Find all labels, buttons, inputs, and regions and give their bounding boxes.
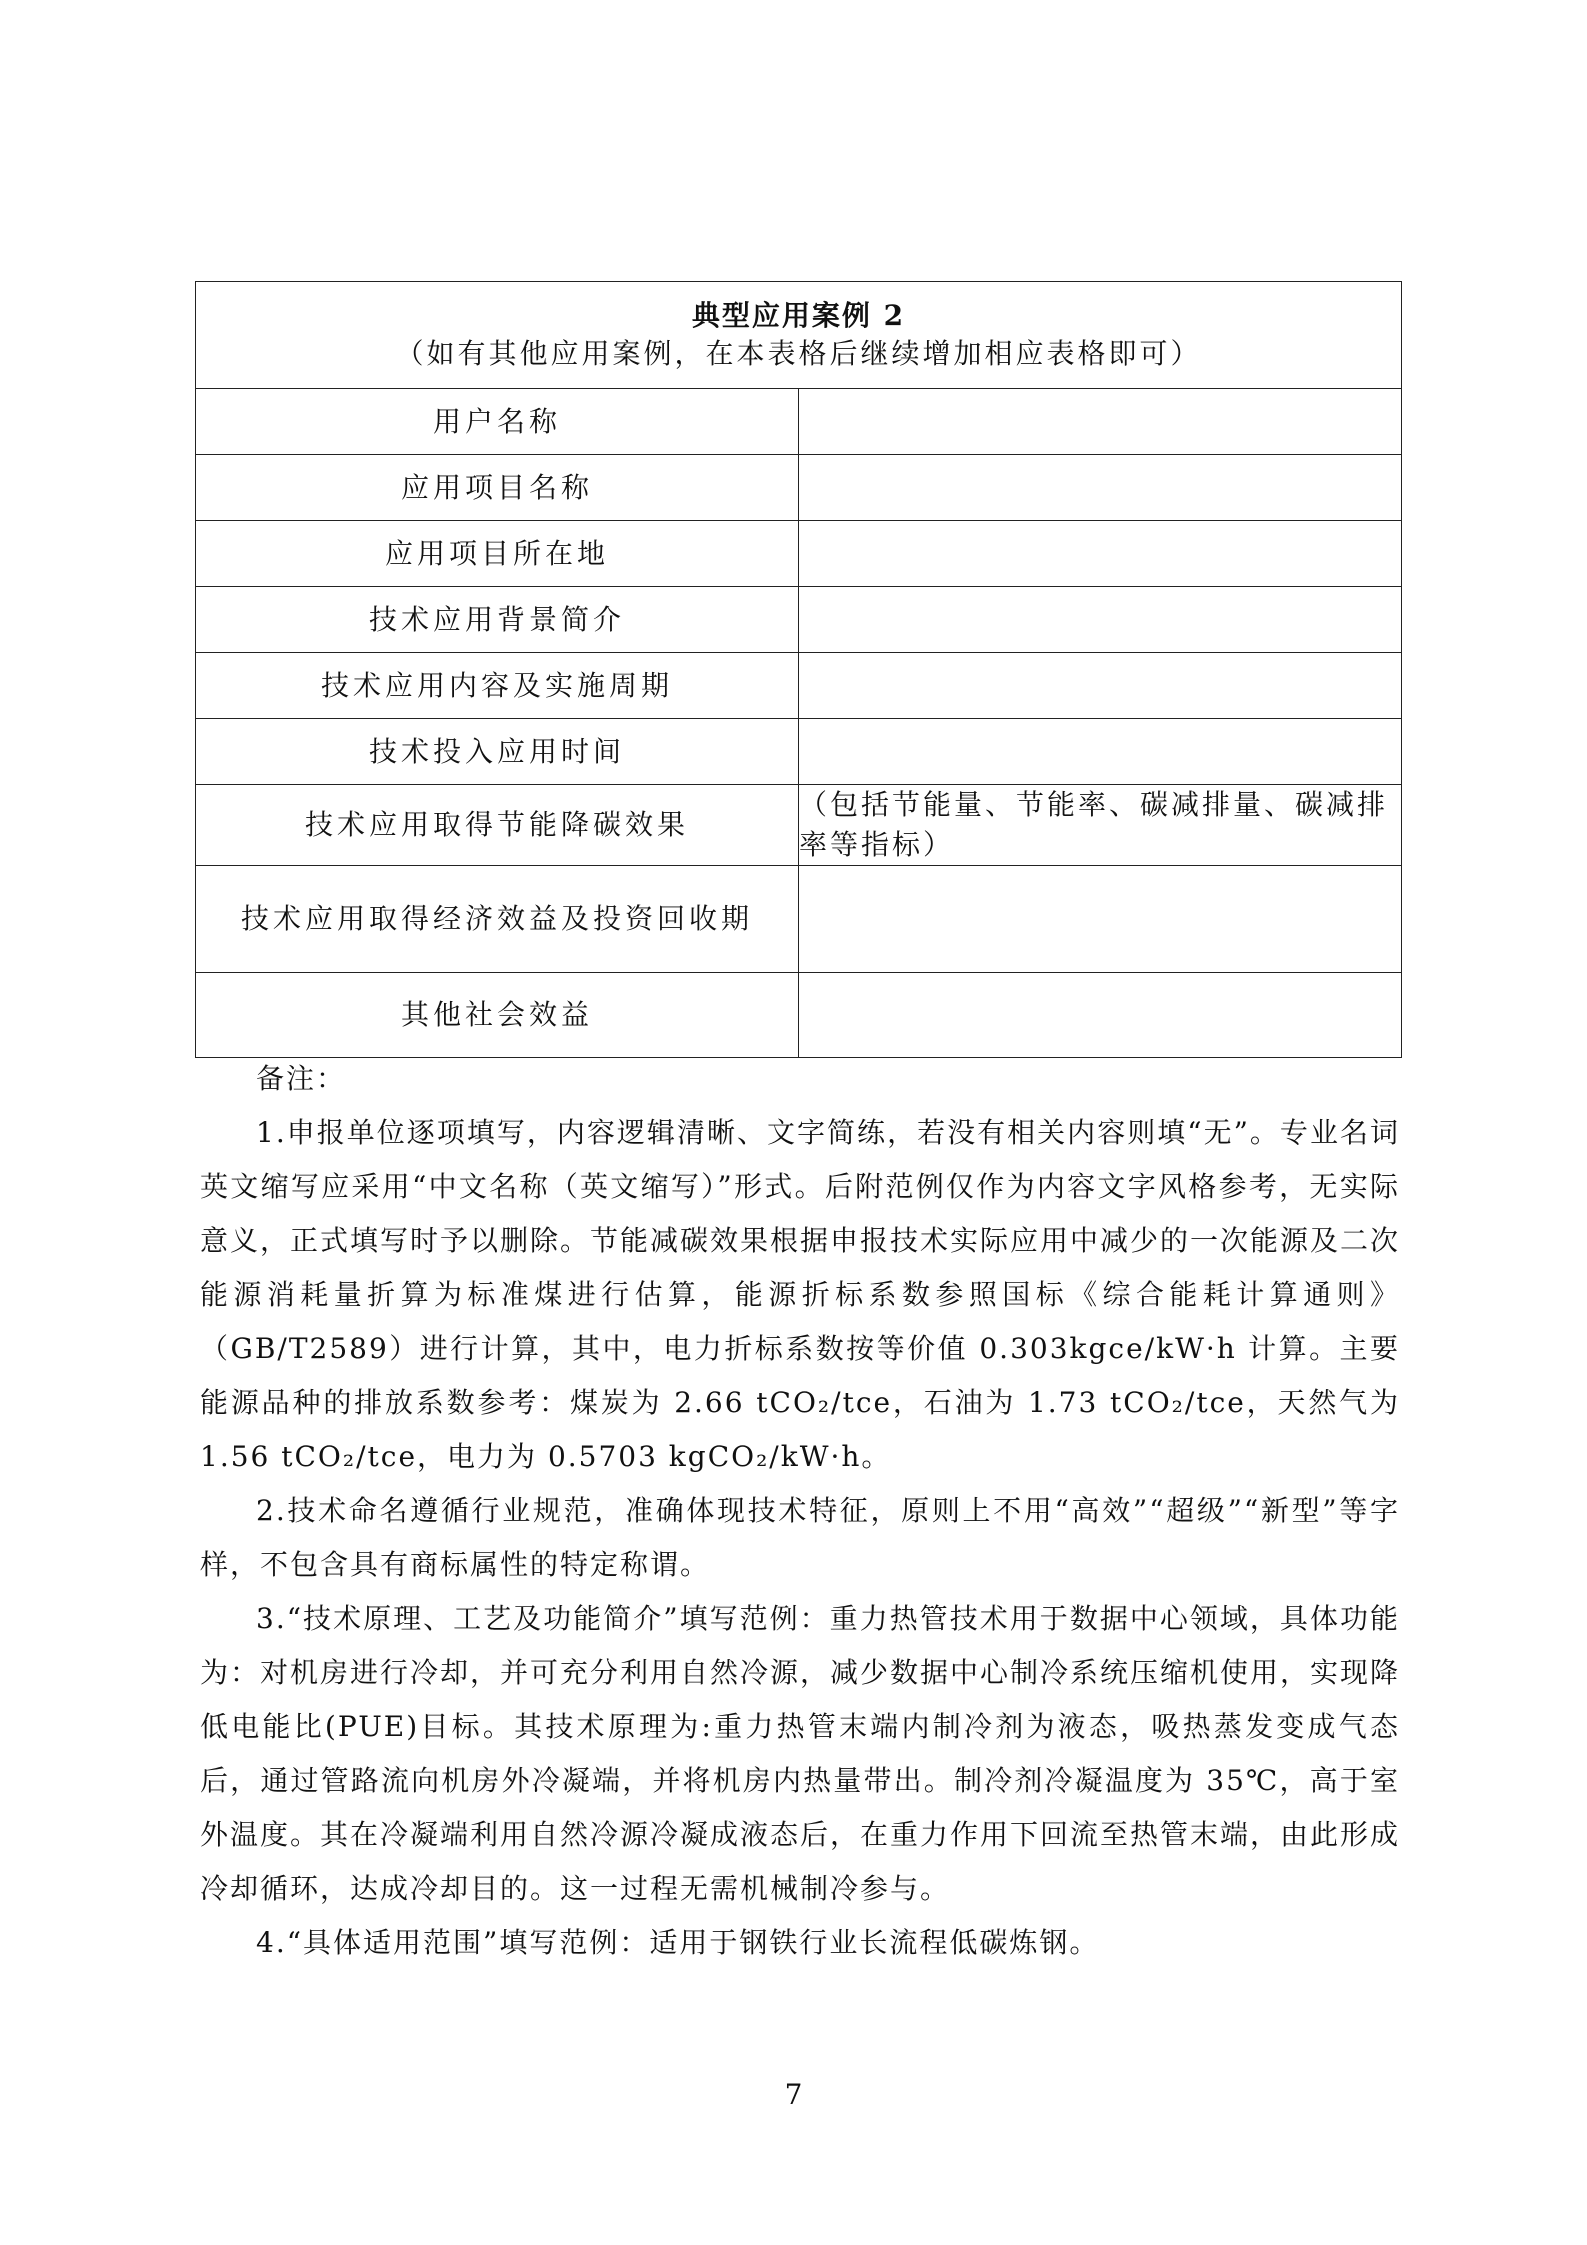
remark-item-2: 2.技术命名遵循行业规范，准确体现技术特征，原则上不用“高效”“超级”“新型”等字样，不包含具有商标属性的特定称谓。: [200, 1494, 1400, 1581]
row-label-economic-benefit: 技术应用取得经济效益及投资回收期: [196, 866, 799, 973]
row-value-project-location: [799, 521, 1402, 587]
remark-item-4: 4.“具体适用范围”填写范例：适用于钢铁行业长流程低碳炼钢。: [256, 1926, 1100, 1959]
table-subtitle: （如有其他应用案例，在本表格后继续增加相应表格即可）: [395, 337, 1202, 370]
table-row: [196, 973, 1402, 1058]
row-value-user-name: [799, 389, 1402, 455]
row-value-energy-effect: （包括节能量、节能率、碳减排量、碳减排率等指标）: [799, 785, 1402, 866]
row-value-content-period: [799, 653, 1402, 719]
row-label-project-name: 应用项目名称: [196, 455, 799, 521]
table-row: [196, 587, 1402, 653]
remarks-heading: 备注：: [256, 1062, 347, 1095]
table-row: [196, 866, 1402, 973]
row-label-project-location: 应用项目所在地: [196, 521, 799, 587]
row-label-user-name: 用户名称: [196, 389, 799, 455]
row-value-project-name: [799, 455, 1402, 521]
row-label-social-benefit: 其他社会效益: [196, 973, 799, 1058]
table-row: [196, 785, 1402, 866]
table-row: [196, 455, 1402, 521]
table-row: [196, 653, 1402, 719]
remarks-section: [200, 1052, 1400, 1970]
table-title: 典型应用案例 2: [691, 299, 906, 332]
table-header-cell: [196, 282, 1402, 389]
table-row: [196, 521, 1402, 587]
row-label-background: 技术应用背景简介: [196, 587, 799, 653]
remark-item-1: 1.申报单位逐项填写，内容逻辑清晰、文字简练，若没有相关内容则填“无”。专业名词英文缩写应采用“中文名称（英文缩写）”形式。后附范例仅作为内容文字风格参考，无实际意义，正式填写时予以删除。节能减碳效果根据申报技术实际应用中减少的一次能源及二次能源消耗量折算为标准煤进行估算，能源折标系数参照国标《综合能耗计算通则》（GB/T2589）进行计算，其中，电力折标系数按等价值 0.303kgce/kW·h 计算。主要能源品种的排放系数参考：煤炭为 2.66 tCO₂/tce，石油为 1.73 tCO₂/tce，天然气为 1.56 tCO₂/tce，电力为 0.5703 kgCO₂/kW·h。: [200, 1116, 1401, 1473]
row-label-content-period: 技术应用内容及实施周期: [196, 653, 799, 719]
table-row: [196, 389, 1402, 455]
row-value-start-time: [799, 719, 1402, 785]
row-value-economic-benefit: [799, 866, 1402, 973]
row-value-social-benefit: [799, 973, 1402, 1058]
row-label-energy-effect: 技术应用取得节能降碳效果: [196, 785, 799, 866]
row-value-background: [799, 587, 1402, 653]
remark-item-3: 3.“技术原理、工艺及功能简介”填写范例：重力热管技术用于数据中心领域，具体功能为：对机房进行冷却，并可充分利用自然冷源，减少数据中心制冷系统压缩机使用，实现降低电能比(PUE)目标。其技术原理为:重力热管末端内制冷剂为液态，吸热蒸发变成气态后，通过管路流向机房外冷凝端，并将机房内热量带出。制冷剂冷凝温度为 35℃，高于室外温度。其在冷凝端利用自然冷源冷凝成液态后，在重力作用下回流至热管末端，由此形成冷却循环，达成冷却目的。这一过程无需机械制冷参与。: [200, 1602, 1401, 1905]
application-case-table: [195, 281, 1402, 1058]
row-label-start-time: 技术投入应用时间: [196, 719, 799, 785]
table-row: [196, 719, 1402, 785]
page-number: 7: [784, 2078, 803, 2111]
